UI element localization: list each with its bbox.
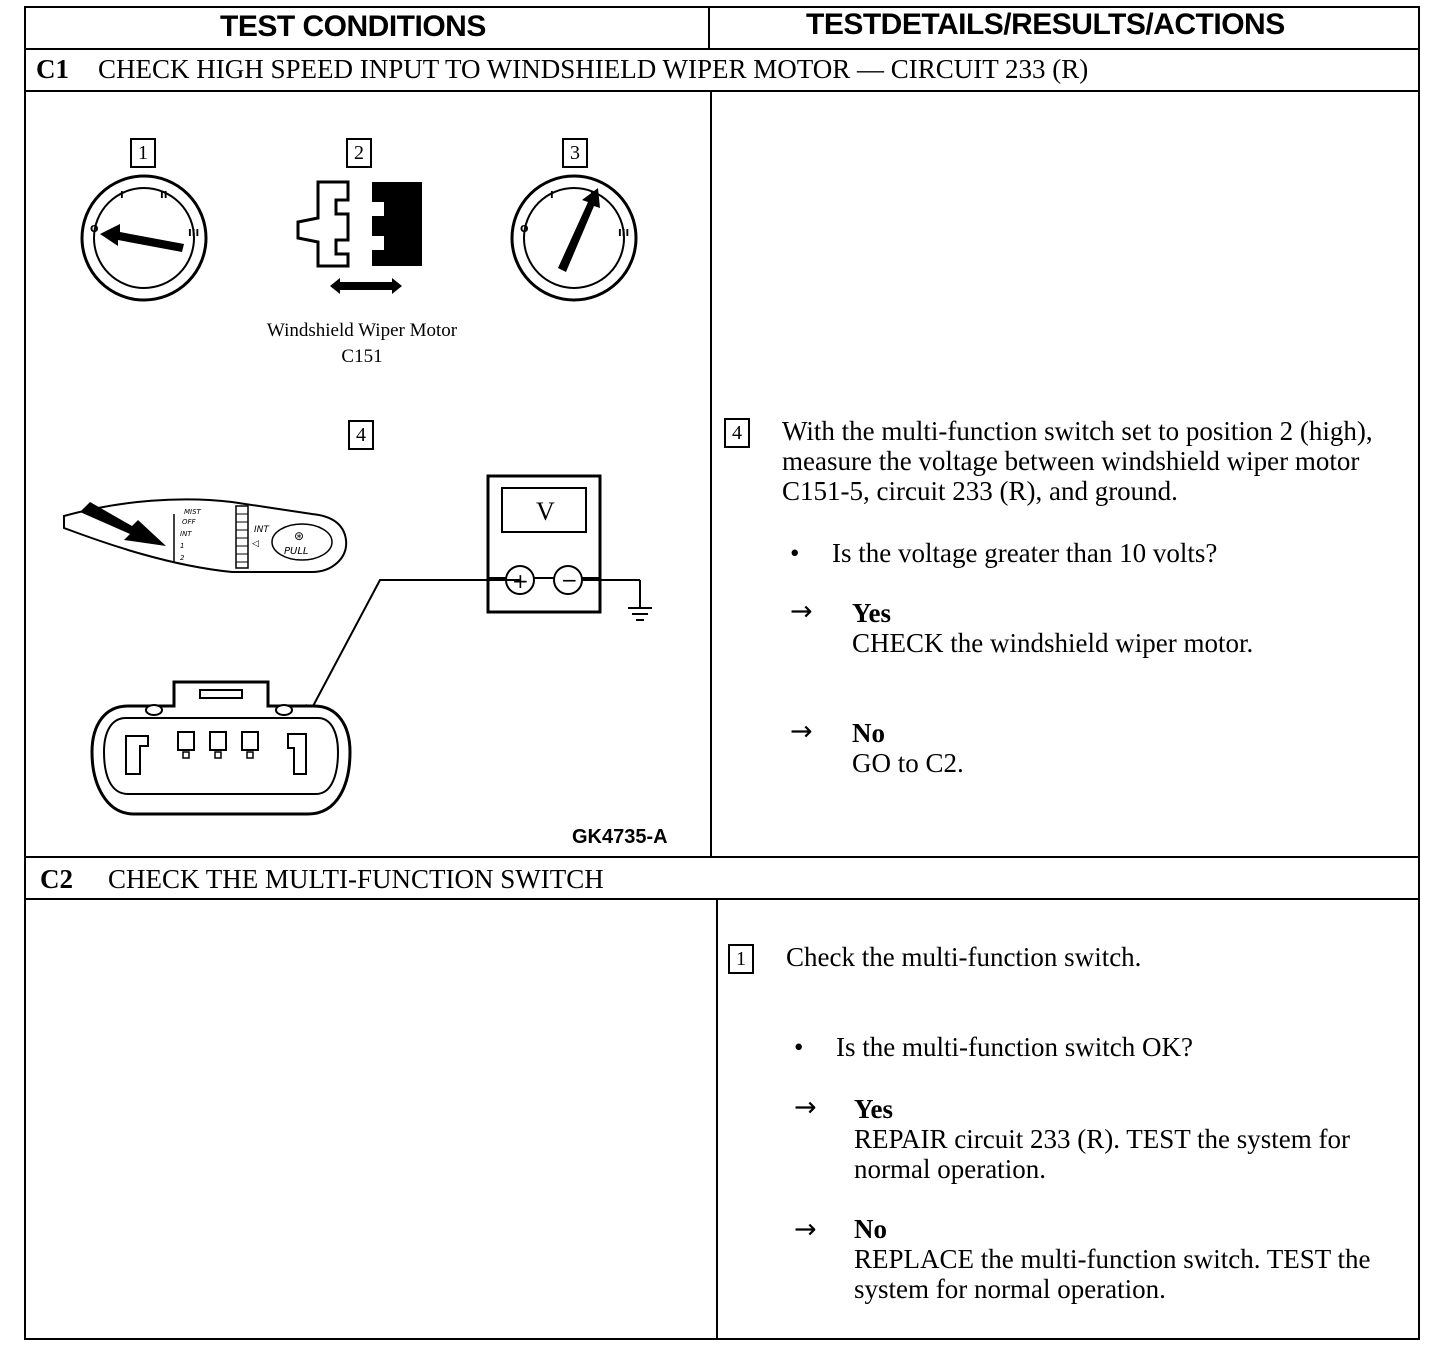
c1-yes-result <box>852 598 1392 658</box>
c2-yes-result <box>854 1094 1414 1184</box>
ignition-switch-off-icon <box>80 176 210 302</box>
c1-no-result <box>852 718 1392 778</box>
c2-yes-arrow-icon: → <box>794 1092 817 1123</box>
c1-title: CHECK HIGH SPEED INPUT TO WINDSHIELD WIPER MOTOR — CIRCUIT 233 (R) <box>98 54 1089 84</box>
svg-text:III: III <box>188 228 200 239</box>
test-conditions-header: TEST CONDITIONS <box>220 10 486 43</box>
c2-no-action: REPLACE the multi-function switch. TEST the system for normal operation. <box>854 1244 1371 1304</box>
connector-caption-line1: Windshield Wiper Motor <box>266 320 458 341</box>
c1-yes-label: Yes <box>852 598 891 628</box>
c2-no-label: No <box>854 1214 887 1244</box>
voltmeter-display: V <box>536 497 555 526</box>
c1-step-text: With the multi-function switch set to position 2 (high), measure the voltage between windshield wiper motor C151-5, circuit 233 (R), and ground. <box>782 416 1373 506</box>
c2-bullet: • <box>794 1032 804 1062</box>
c1-column-divider <box>710 90 712 858</box>
c1-title-divider <box>24 90 1418 92</box>
figure-step-1: 1 <box>130 138 156 168</box>
c2-step-number: 1 <box>728 944 754 974</box>
header-divider <box>24 48 1418 50</box>
multi-function-switch-icon <box>62 496 352 580</box>
c2-step-text: Check the multi-function switch. <box>786 942 1142 972</box>
test-details-header: TESTDETAILS/RESULTS/ACTIONS <box>806 8 1285 41</box>
c1-yes-arrow-icon: → <box>790 596 813 627</box>
c2-question: Is the multi-function switch OK? <box>836 1032 1193 1062</box>
header-column-divider <box>708 8 710 50</box>
c1-no-action: GO to C2. <box>852 748 964 778</box>
c2-no-result <box>854 1214 1394 1304</box>
c1-step-number: 4 <box>724 418 750 448</box>
svg-text:O: O <box>90 224 99 235</box>
c1-yes-action: CHECK the windshield wiper motor. <box>852 628 1254 658</box>
svg-text:OFF: OFF <box>182 518 196 526</box>
svg-text:MIST: MIST <box>184 508 201 516</box>
plus-terminal: + <box>512 569 529 593</box>
figure-id: GK4735-A <box>572 826 668 848</box>
c151-connector-icon <box>88 676 354 820</box>
svg-text:⊛: ⊛ <box>294 529 305 543</box>
svg-text:2: 2 <box>180 554 185 562</box>
svg-text:III: III <box>618 228 630 239</box>
c1-no-label: No <box>852 718 885 748</box>
c2-column-divider <box>716 898 718 1340</box>
minus-terminal: − <box>561 568 578 592</box>
c2-section-title <box>40 864 604 895</box>
svg-text:I: I <box>550 190 554 201</box>
figure-step-4: 4 <box>348 420 374 450</box>
svg-text:PULL: PULL <box>284 546 309 557</box>
c2-top-divider <box>24 856 1418 858</box>
figure-step-3: 3 <box>562 138 588 168</box>
ignition-switch-on-icon <box>510 176 642 302</box>
connector-caption-line2: C151 <box>341 346 383 367</box>
c1-question: Is the voltage greater than 10 volts? <box>832 538 1218 568</box>
c2-title-divider <box>24 898 1418 900</box>
connector-disconnect-icon <box>292 178 432 300</box>
c1-section-title <box>36 54 1088 85</box>
svg-text:I: I <box>120 190 124 201</box>
svg-text:◁: ◁ <box>252 539 259 549</box>
svg-text:INT: INT <box>254 525 269 535</box>
c1-no-arrow-icon: → <box>790 716 813 747</box>
c2-no-arrow-icon: → <box>794 1214 817 1245</box>
svg-text:INT: INT <box>180 530 192 538</box>
connector-caption <box>240 318 484 370</box>
c1-id: C1 <box>36 54 69 84</box>
svg-text:II: II <box>160 190 168 201</box>
c2-title: CHECK THE MULTI-FUNCTION SWITCH <box>108 864 604 894</box>
c2-yes-label: Yes <box>854 1094 893 1124</box>
c2-id: C2 <box>40 864 73 894</box>
figure-step-2: 2 <box>346 138 372 168</box>
svg-text:O: O <box>520 224 529 235</box>
c2-yes-action: REPAIR circuit 233 (R). TEST the system for normal operation. <box>854 1124 1350 1184</box>
svg-text:1: 1 <box>180 542 185 550</box>
c1-bullet: • <box>790 538 800 568</box>
